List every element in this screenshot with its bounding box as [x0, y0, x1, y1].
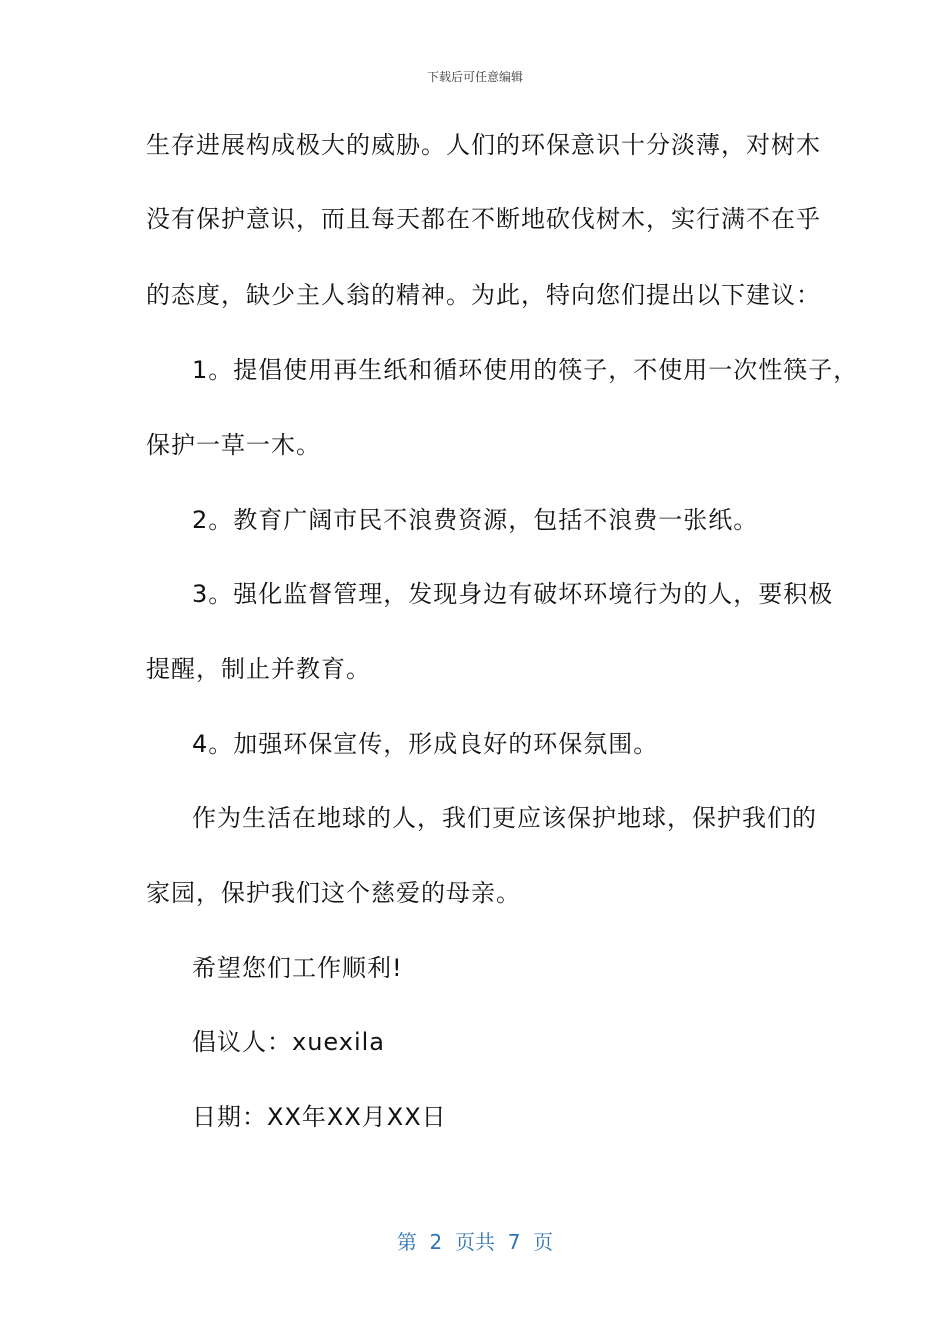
suggestion-3-line-1: 3。强化监督管理，发现身边有破坏环境行为的人，要积极: [192, 580, 834, 608]
suggestion-2: 2。教育广阔市民不浪费资源，包括不浪费一张纸。: [192, 506, 759, 534]
page-number: 第 2 页共 7 页: [396, 1230, 554, 1254]
suggestion-3-line-2: 提醒，制止并教育。: [146, 655, 371, 683]
closing-line-1: 作为生活在地球的人，我们更应该保护地球，保护我们的: [192, 804, 817, 832]
closing-line-2: 家园，保护我们这个慈爱的母亲。: [146, 879, 521, 907]
suggestion-1-line-1: 1。提倡使用再生纸和循环使用的筷子，不使用一次性筷子，: [192, 356, 859, 384]
proposer-line: 倡议人：xuexila: [192, 1028, 386, 1056]
wish-line: 希望您们工作顺利!: [192, 954, 403, 982]
suggestion-1-line-2: 保护一草一木。: [146, 431, 321, 459]
body-line-1: 生存进展构成极大的威胁。人们的环保意识十分淡薄，对树木: [146, 131, 821, 159]
header-note: 下载后可任意编辑: [426, 70, 523, 84]
date-line: 日期：XX年XX月XX日: [192, 1103, 447, 1131]
body-line-3: 的态度，缺少主人翁的精神。为此，特向您们提出以下建议：: [146, 281, 821, 309]
suggestion-4: 4。加强环保宣传，形成良好的环保氛围。: [192, 730, 659, 758]
body-line-2: 没有保护意识，而且每天都在不断地砍伐树木，实行满不在乎: [146, 205, 821, 233]
